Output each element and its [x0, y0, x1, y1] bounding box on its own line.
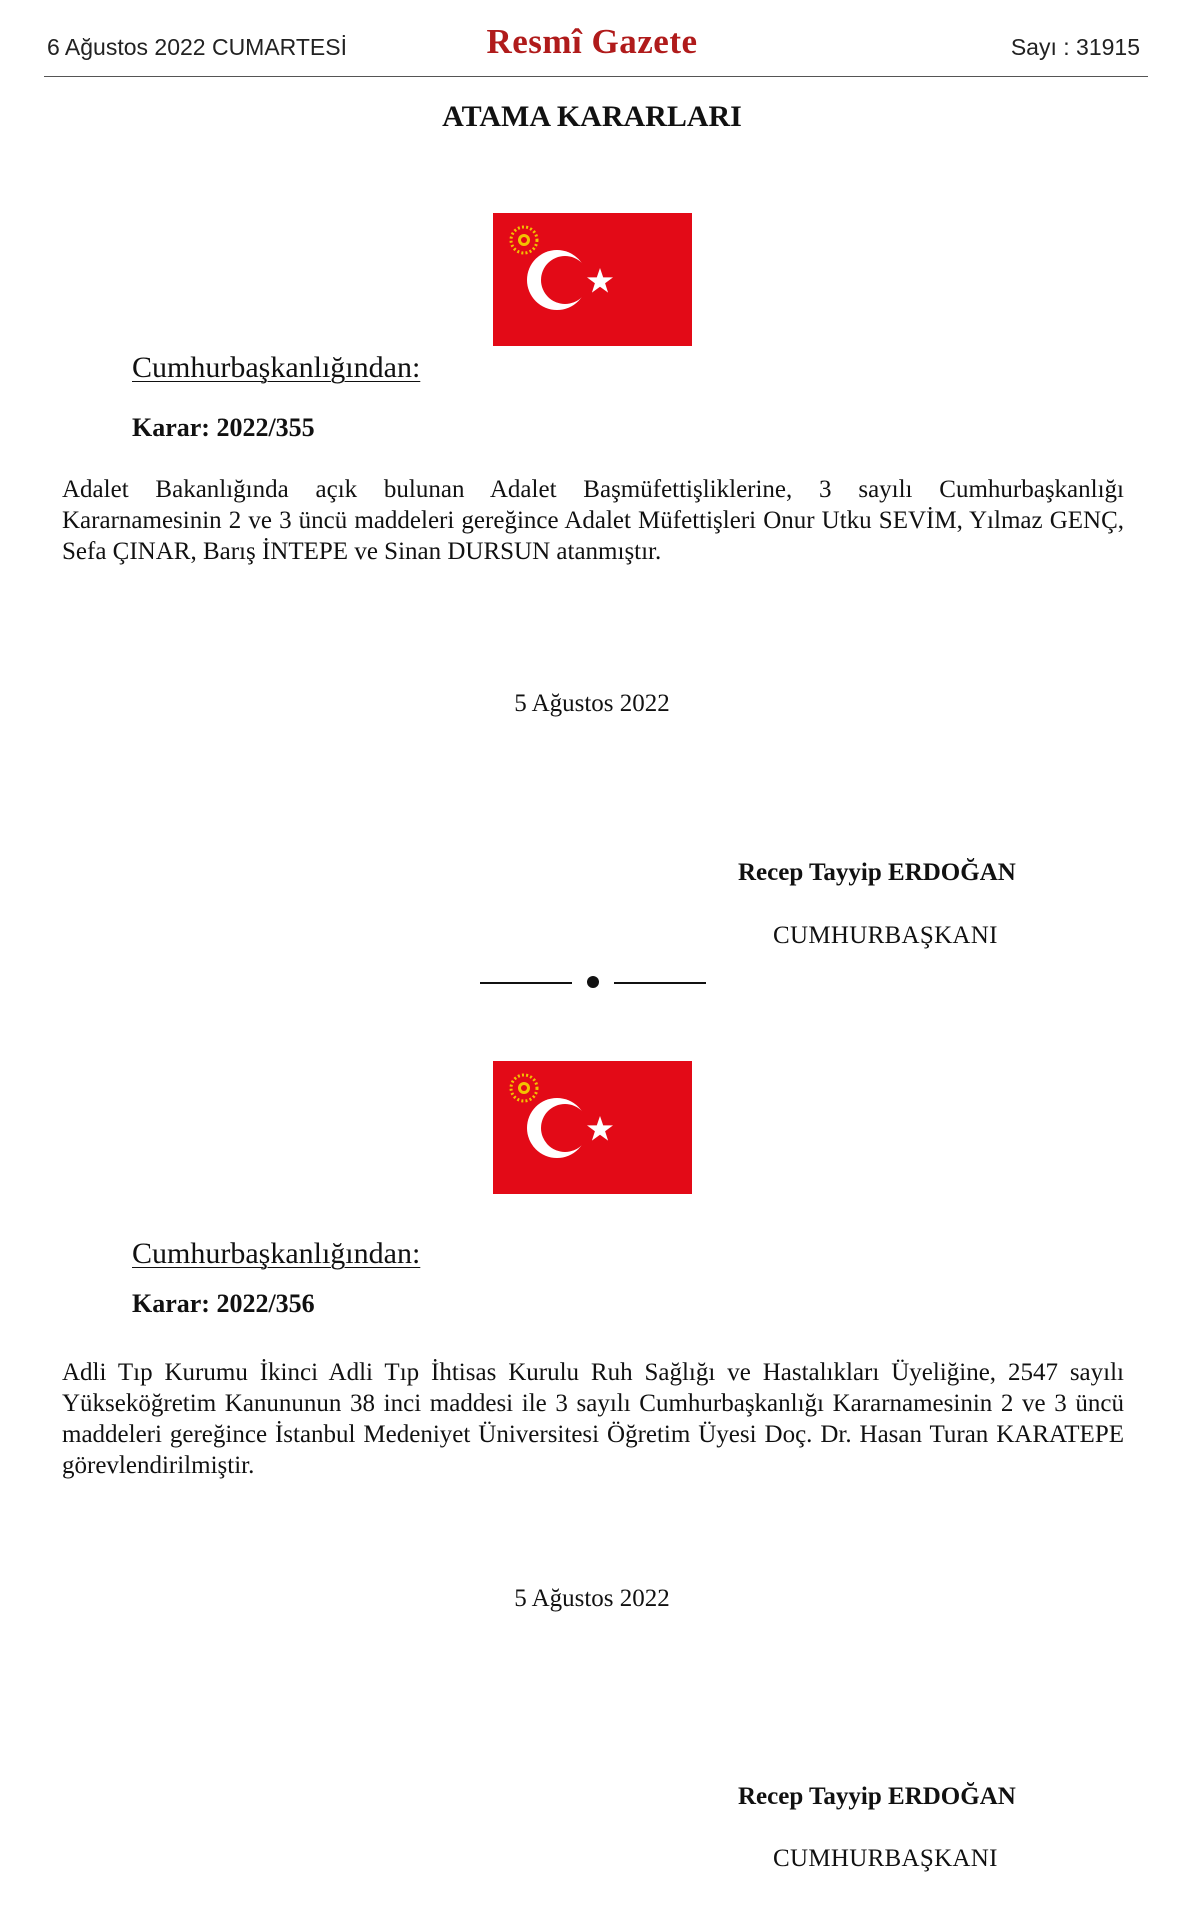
signer-title: CUMHURBAŞKANI	[773, 1845, 998, 1872]
separator-dot-icon	[587, 976, 599, 988]
decree-date: 5 Ağustos 2022	[514, 1585, 670, 1612]
decree-body: Adalet Bakanlığında açık bulunan Adalet Başmüfettişliklerine, 3 sayılı Cumhurbaşkanlığı Kararnamesinin 2 ve 3 üncü maddeleri gereğince Adalet Müfettişleri Onur Utku SEVİM, Yılmaz GENÇ, Sefa ÇINAR, Barış İNTEPE ve Sinan DURSUN atanmıştır.	[62, 476, 1124, 565]
signer-name: Recep Tayyip ERDOĞAN	[738, 859, 1016, 886]
decree-body: Adli Tıp Kurumu İkinci Adli Tıp İhtisas Kurulu Ruh Sağlığı ve Hastalıkları Üyeliğine, 2547 sayılı Yükseköğretim Kanununun 38 inci maddesi ile 3 sayılı Cumhurbaşkanlığı Kararnamesinin 2 ve 3 üncü maddeleri gereğince İstanbul Medeniyet Üniversitesi Öğretim Üyesi Doç. Dr. Hasan Turan KARATEPE görevlendirilmiştir.	[62, 1359, 1124, 1479]
issue-number: Sayı : 31915	[1010, 34, 1140, 60]
section-title: ATAMA KARARLARI	[442, 100, 742, 133]
decree-date: 5 Ağustos 2022	[514, 690, 670, 717]
issue-date: 6 Ağustos 2022 CUMARTESİ	[47, 34, 347, 60]
issuing-authority: Cumhurbaşkanlığından:	[132, 1237, 421, 1270]
decree-number: Karar: 2022/355	[132, 413, 315, 442]
signer-name: Recep Tayyip ERDOĞAN	[738, 1783, 1016, 1810]
turkish-flag-icon	[493, 1061, 692, 1194]
gazette-title: Resmî Gazete	[486, 22, 698, 61]
signer-title: CUMHURBAŞKANI	[773, 922, 998, 949]
decree-separator	[480, 972, 706, 992]
header-divider	[44, 76, 1148, 77]
turkish-flag-icon	[493, 213, 692, 346]
issuing-authority: Cumhurbaşkanlığından:	[132, 351, 421, 384]
decree-number: Karar: 2022/356	[132, 1289, 315, 1318]
